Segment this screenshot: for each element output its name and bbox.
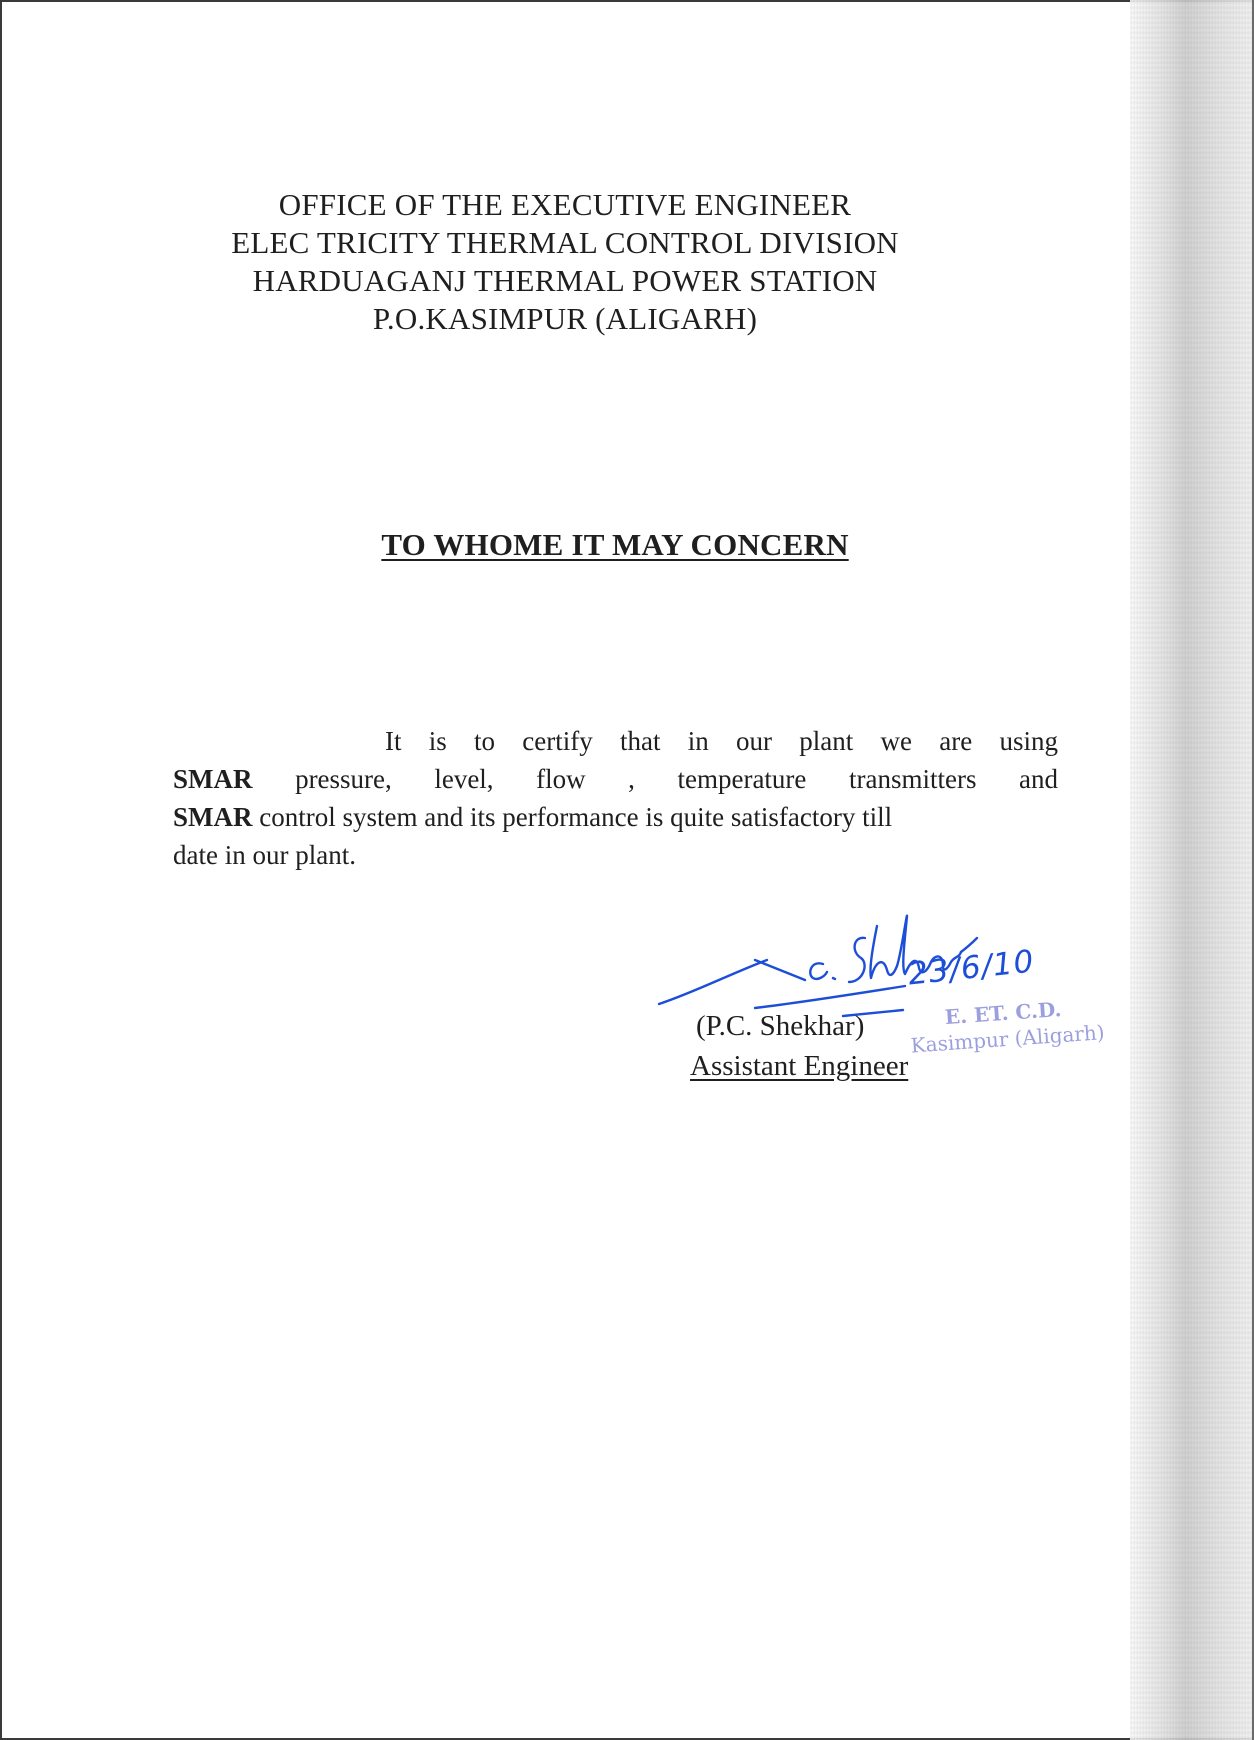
certificate-body	[173, 722, 1058, 874]
signature-underline	[755, 986, 905, 1008]
body-line-3-text: control system and its performance is quite satisfactory till	[252, 802, 893, 832]
signature-letter-s	[849, 938, 865, 982]
letterhead-line-office: OFFICE OF THE EXECUTIVE ENGINEER	[278, 187, 852, 222]
signatory-name: (P.C. Shekhar)	[696, 1010, 865, 1042]
smar-brand: SMAR	[173, 764, 253, 794]
body-line-2-text: pressure, level, flow , temperature transmitters and	[252, 764, 1058, 794]
signature-flourish-stroke	[659, 960, 767, 1004]
letterhead-line-address: P.O.KASIMPUR (ALIGARH)	[372, 301, 758, 336]
letterhead-line-division: ELEC TRICITY THERMAL CONTROL DIVISION	[231, 225, 899, 260]
body-line-1: It is to certify that in our plant we are using	[385, 726, 1058, 756]
body-line-4: date in our plant.	[173, 840, 356, 870]
body-line-3	[173, 798, 1058, 836]
signature-cross-stroke	[755, 960, 805, 980]
office-stamp	[908, 993, 1106, 1068]
stamp-line-1: E. ET. C.D.	[944, 997, 1063, 1030]
signature-date: 23/6/10	[906, 943, 1037, 993]
stamp-line-2: Kasimpur (Aligarh)	[909, 1020, 1106, 1058]
signatory-title: Assistant Engineer	[690, 1050, 909, 1082]
letterhead-line-station: HARDUAGANJ THERMAL POWER STATION	[252, 263, 878, 298]
signature-dot	[833, 978, 835, 979]
letter-subject: TO WHOME IT MAY CONCERN	[381, 527, 849, 562]
smar-brand: SMAR	[173, 802, 253, 832]
body-line-2	[173, 760, 1058, 798]
signature-initial-c	[810, 963, 827, 979]
letterhead	[0, 186, 1130, 338]
scan-shadow-edge	[1130, 0, 1254, 1740]
